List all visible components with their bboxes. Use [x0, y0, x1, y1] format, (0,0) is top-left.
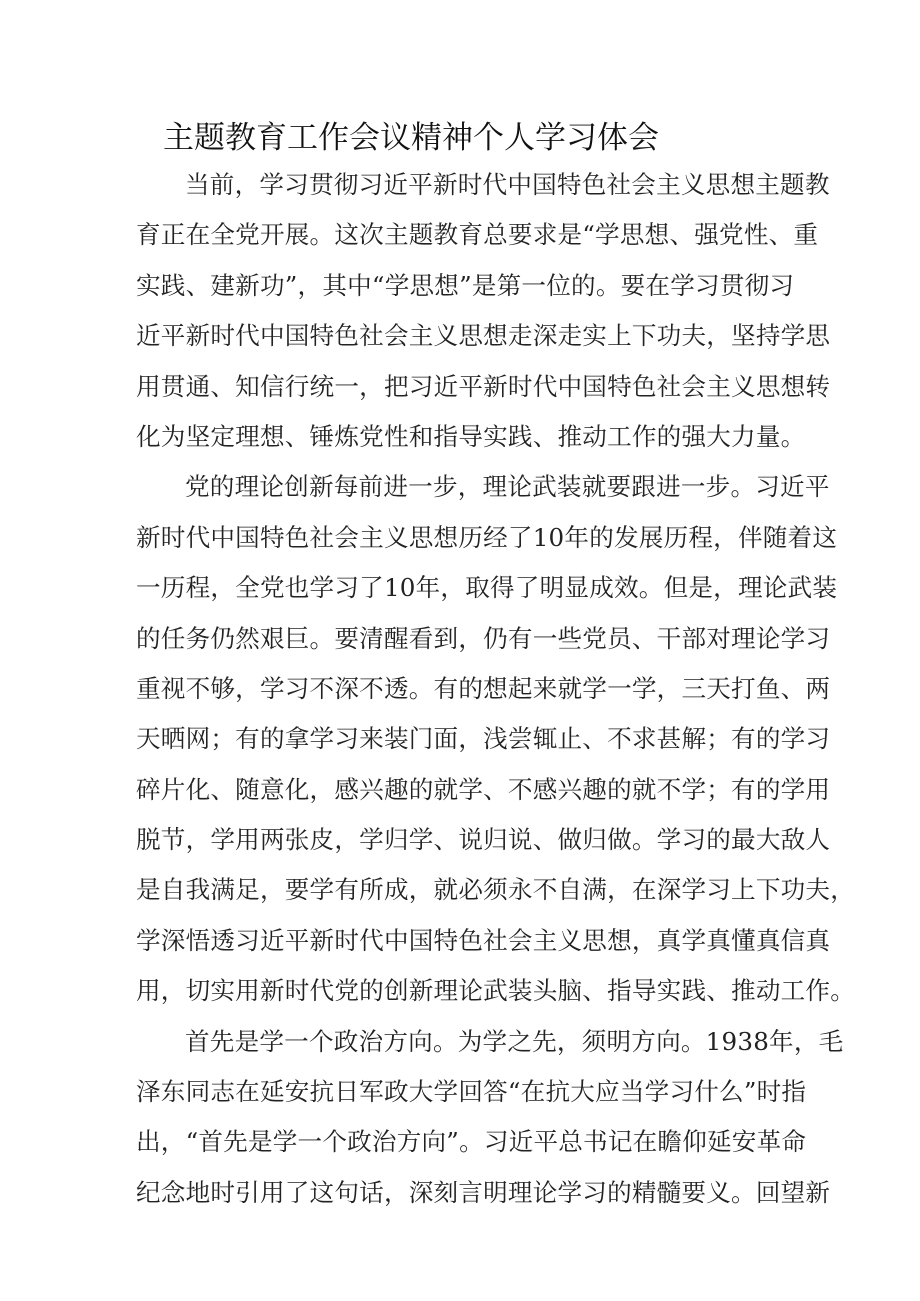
text-line: 用，切实用新时代党的创新理论武装头脑、指导实践、推动工作。 [136, 976, 856, 1006]
text-line: 近平新时代中国特色社会主义思想走深走实上下功夫，坚持学思 [136, 321, 831, 351]
text-line: 化为坚定理想、锤炼党性和指导实践、推动工作的强大力量。 [136, 421, 806, 451]
text-line: 一历程，全党也学习了10年，取得了明显成效。但是，理论武装 [136, 573, 838, 603]
text-line: 用贯通、知信行统一，把习近平新时代中国特色社会主义思想转 [136, 371, 831, 401]
paragraph-3 [136, 1017, 844, 1219]
text-line: 新时代中国特色社会主义思想历经了10年的发展历程，伴随着这 [136, 522, 838, 552]
text-line: 学深悟透习近平新时代中国特色社会主义思想，真学真懂真信真 [136, 925, 831, 955]
text-line: 育正在全党开展。这次主题教育总要求是“学思想、强党性、重 [136, 220, 819, 250]
text-line: 天晒网；有的拿学习来装门面，浅尝辄止、不求甚解；有的学习 [136, 724, 831, 754]
text-line: 实践、建新功”，其中“学思想”是第一位的。要在学习贯彻习 [136, 270, 795, 300]
text-line: 出，“首先是学一个政治方向”。习近平总书记在瞻仰延安革命 [136, 1127, 807, 1157]
text-line: 首先是学一个政治方向。为学之先，须明方向。1938年，毛 [185, 1026, 844, 1056]
text-line: 党的理论创新每前进一步，理论武装就要跟进一步。习近平 [185, 472, 830, 502]
text-line: 是自我满足，要学有所成，就必须永不自满，在深学习上下功夫， [136, 875, 856, 905]
text-line: 纪念地时引用了这句话，深刻言明理论学习的精髓要义。回望新 [136, 1177, 831, 1207]
text-line: 当前，学习贯彻习近平新时代中国特色社会主义思想主题教 [185, 170, 830, 199]
paragraph-1 [136, 160, 831, 462]
text-line: 重视不够，学习不深不透。有的想起来就学一学，三天打鱼、两 [136, 673, 831, 703]
document-title: 主题教育工作会议精神个人学习体会 [163, 120, 659, 156]
text-line: 碎片化、随意化，感兴趣的就学、不感兴趣的就不学；有的学用 [136, 774, 831, 804]
text-line: 的任务仍然艰巨。要清醒看到，仍有一些党员、干部对理论学习 [136, 623, 831, 653]
paragraph-2 [136, 462, 856, 1016]
text-line: 泽东同志在延安抗日军政大学回答“在抗大应当学习什么”时指 [136, 1077, 807, 1107]
text-line: 脱节，学用两张皮，学归学、说归说、做归做。学习的最大敌人 [136, 825, 831, 855]
document-body [136, 160, 856, 1218]
